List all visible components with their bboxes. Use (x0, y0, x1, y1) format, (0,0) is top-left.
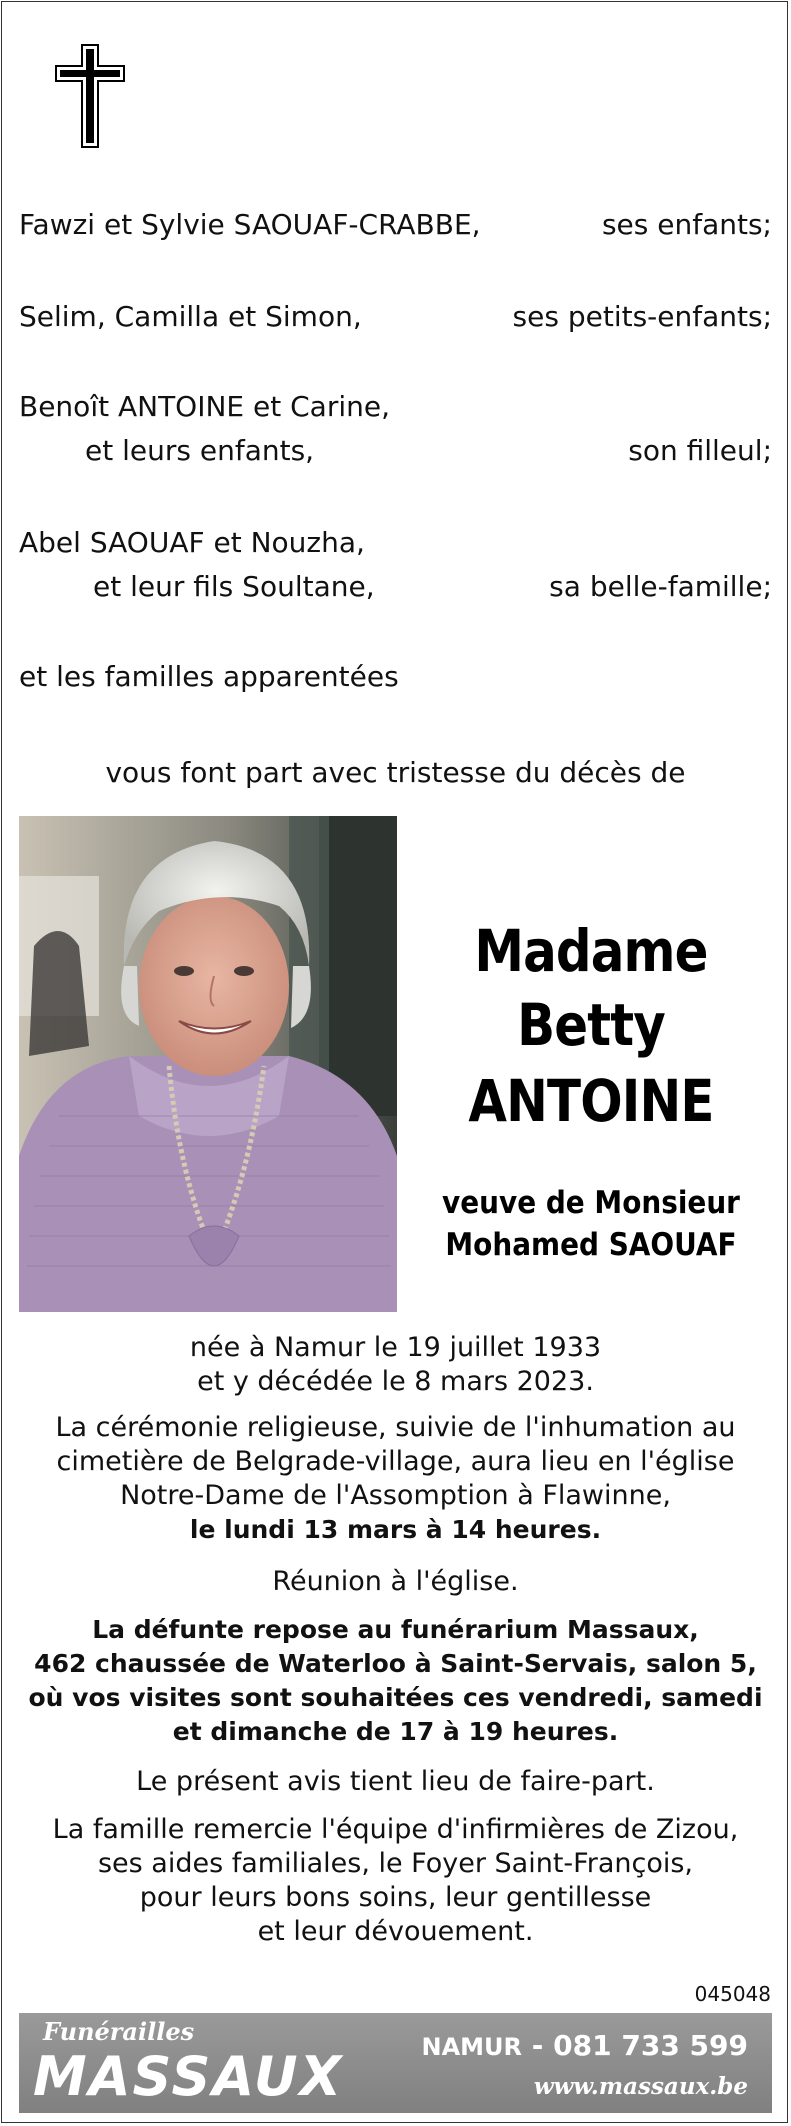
announcement: vous font part avec tristesse du décès de (105, 756, 686, 789)
widow-line-1: veuve de Monsieur (442, 1185, 740, 1221)
inlaws-son: et leur fils Soultane, (93, 570, 375, 603)
meeting-place: Réunion à l'église. (272, 1566, 519, 1597)
deceased-title: Madame (474, 917, 708, 985)
reference-number: 045048 (694, 1982, 771, 2006)
rest-line-2: 462 chaussée de Waterloo à Saint-Servais, salon 5, (34, 1649, 757, 1678)
godson-relation: son filleul; (628, 434, 772, 467)
children-names: Fawzi et Sylvie SAOUAF-CRABBE, (19, 208, 481, 241)
birth-date: née à Namur le 19 juillet 1933 (189, 1332, 602, 1363)
banner-website: www.massaux.be (533, 2073, 748, 2100)
grandchildren-names: Selim, Camilla et Simon, (19, 300, 362, 333)
inlaws-names: Abel SAOUAF et Nouzha, (19, 526, 365, 559)
funeral-home-banner (19, 2013, 772, 2113)
death-date: et y décédée le 8 mars 2023. (197, 1366, 594, 1397)
thanks-line-1: La famille remercie l'équipe d'infirmières de Zizou, (52, 1814, 739, 1845)
rest-line-1: La défunte repose au funérarium Massaux, (92, 1615, 699, 1644)
children-relation: ses enfants; (601, 208, 772, 241)
inlaws-relation: sa belle-famille; (549, 570, 772, 603)
portrait-photo (19, 816, 397, 1312)
cross-icon (54, 44, 126, 148)
godson-names: Benoît ANTOINE et Carine, (19, 390, 390, 423)
banner-massaux-logo: MASSAUX (33, 2045, 344, 2108)
banner-phone: 081 733 599 (553, 2029, 748, 2062)
thanks-line-2: ses aides familiales, le Foyer Saint-François, (97, 1848, 694, 1879)
thanks-line-4: et leur dévouement. (257, 1916, 534, 1947)
ceremony-line-3: Notre-Dame de l'Assomption à Flawinne, (120, 1480, 671, 1511)
ceremony-datetime: le lundi 13 mars à 14 heures. (189, 1515, 602, 1544)
relatives-text: et les familles apparentées (19, 660, 399, 693)
thanks-line-3: pour leurs bons soins, leur gentillesse (139, 1882, 652, 1913)
ceremony-line-2: cimetière de Belgrade-village, aura lieu en l'église (56, 1446, 735, 1477)
deceased-first-name: Betty (517, 991, 665, 1059)
deceased-last-name: ANTOINE (468, 1067, 714, 1135)
rest-line-3: où vos visites sont souhaitées ces vendredi, samedi (28, 1683, 763, 1712)
banner-city: NAMUR (421, 2033, 523, 2061)
widow-line-2: Mohamed SAOUAF (445, 1227, 737, 1263)
banner-separator: - (522, 2029, 554, 2062)
grandchildren-relation: ses petits-enfants; (512, 300, 772, 333)
rest-line-4: et dimanche de 17 à 19 heures. (172, 1717, 619, 1746)
banner-contact (422, 2029, 748, 2062)
godson-children: et leurs enfants, (85, 434, 315, 467)
ceremony-line-1: La cérémonie religieuse, suivie de l'inhumation au (55, 1412, 736, 1443)
banner-funerailles: Funérailles (43, 2017, 195, 2046)
notice-text: Le présent avis tient lieu de faire-part. (136, 1766, 655, 1797)
